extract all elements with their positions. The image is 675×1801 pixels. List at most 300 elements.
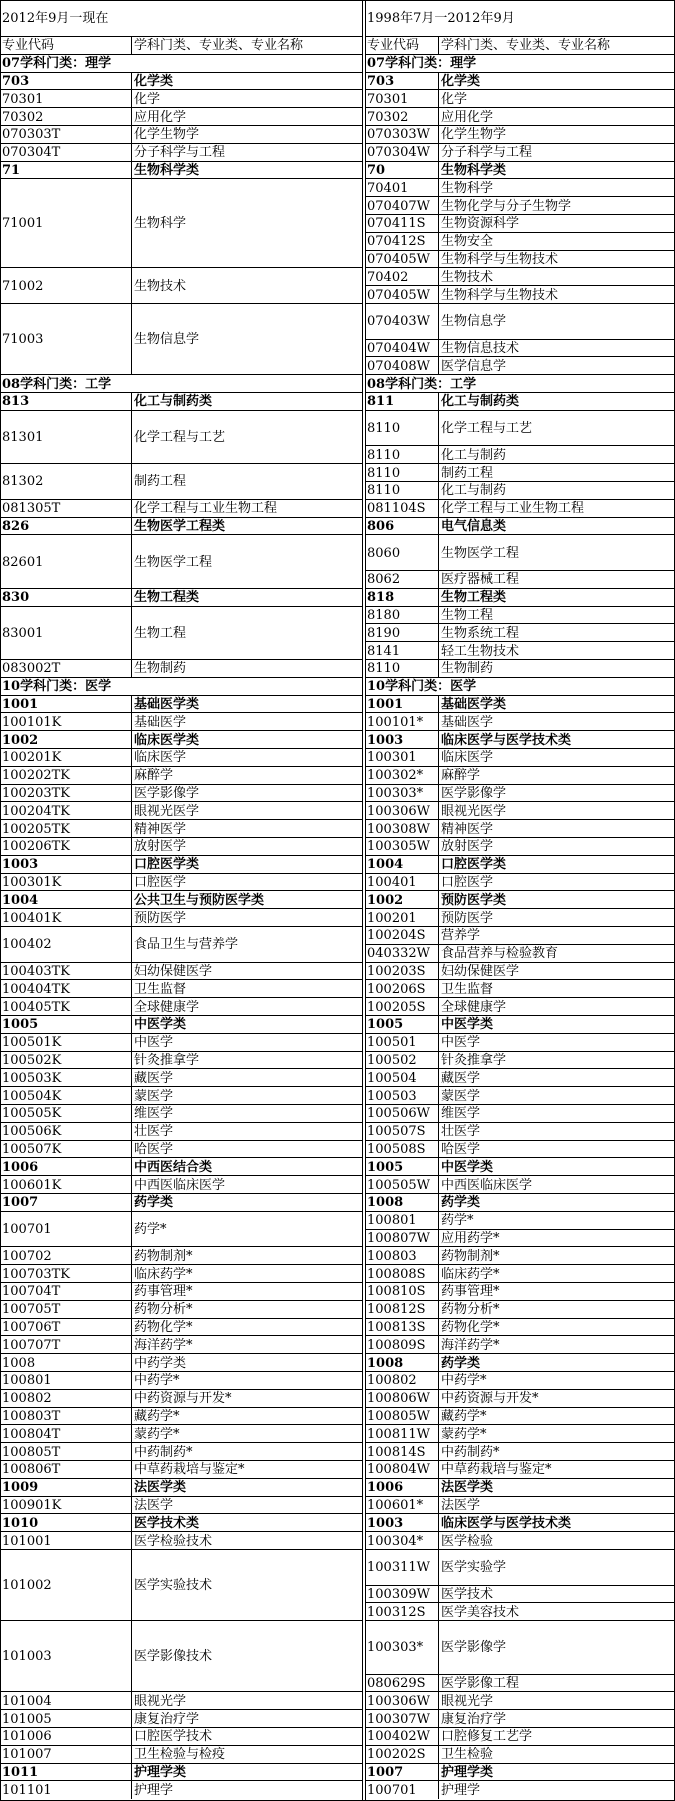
major-name: 医学实验学: [441, 1560, 507, 1576]
major-name: 医学信息学: [441, 358, 507, 374]
major-name: 中医学: [441, 1035, 481, 1051]
major-code: 100704T: [2, 1284, 61, 1300]
major-code: 100204S: [367, 928, 426, 944]
major-name: 中西医结合类: [134, 1159, 213, 1175]
major-name: 生物制药: [441, 661, 494, 677]
major-code: 81302: [2, 474, 44, 490]
right-table-row: [365, 1780, 675, 1798]
major-name: 临床药学*: [441, 1266, 500, 1282]
major-code: 100502K: [2, 1052, 62, 1068]
major-code: 070407W: [367, 198, 430, 214]
major-code: 100804T: [2, 1426, 61, 1442]
left-table-row: [0, 534, 362, 587]
major-name: 护理学: [441, 1782, 481, 1798]
left-table-row: [0, 1620, 362, 1691]
left-table-row: [0, 1389, 362, 1407]
major-name: 药物化学*: [134, 1319, 193, 1335]
major-name: 化工与制药类: [134, 394, 213, 410]
left-table-row: [0, 979, 362, 997]
major-code: 100303*: [367, 785, 424, 801]
left-table-row: [0, 1496, 362, 1514]
major-code: 100810S: [367, 1284, 426, 1300]
right-table-row: [365, 606, 675, 624]
major-code: 100701: [367, 1782, 417, 1798]
major-name: 预防医学类: [441, 892, 507, 908]
right-table-row: [365, 499, 675, 517]
right-table-row: [365, 1104, 675, 1122]
left-table-row: [0, 125, 362, 143]
left-table-row: [0, 1246, 362, 1264]
left-table-row: [0, 1335, 362, 1353]
major-code: 818: [367, 590, 395, 606]
right-table-row: [365, 695, 675, 713]
major-name: 放射医学: [441, 839, 494, 855]
major-code: 100506K: [2, 1124, 62, 1140]
major-code: 70302: [2, 109, 44, 125]
major-name: 药物化学*: [441, 1319, 500, 1335]
major-code: 101001: [2, 1533, 52, 1549]
major-code: 100504K: [2, 1088, 62, 1104]
left-table-row: [0, 712, 362, 730]
major-code: 101002: [2, 1578, 52, 1594]
right-table-row: [365, 1585, 675, 1603]
table-border-line: [362, 0, 363, 1801]
major-code: 100702: [2, 1248, 52, 1264]
major-code: 100502: [367, 1052, 417, 1068]
left-table-row: [0, 1300, 362, 1318]
major-code: 100306W: [367, 1693, 430, 1709]
right-table-row: [365, 730, 675, 748]
major-code: 100802: [2, 1391, 52, 1407]
major-code: 100801: [367, 1213, 417, 1229]
major-name: 壮医学: [134, 1124, 174, 1140]
left-table-row: [0, 178, 362, 267]
major-code: 1001: [367, 696, 404, 712]
major-code: 8060: [367, 545, 401, 561]
right-table-row: [365, 748, 675, 766]
major-code: 100202S: [367, 1747, 426, 1763]
major-name: 口腔医学技术: [134, 1729, 213, 1745]
major-name: 分子科学与工程: [441, 145, 533, 161]
major-code: 100309W: [367, 1586, 430, 1602]
major-code: 专业代码: [367, 38, 420, 54]
major-name: 眼视光学: [441, 1693, 494, 1709]
major-name: 学科门类、专业类、专业名称: [134, 38, 304, 54]
major-code: 100813S: [367, 1319, 426, 1335]
major-name: 生物信息学: [441, 314, 507, 330]
major-code: 081104S: [367, 501, 426, 517]
right-table-row: [365, 267, 675, 285]
major-name: 生物制药: [134, 661, 187, 677]
major-name: 麻醉学: [134, 768, 174, 784]
major-code: 070408W: [367, 358, 430, 374]
major-name: 生物科学: [134, 216, 187, 232]
major-code: 1002: [2, 732, 39, 748]
right-table-row: [365, 1353, 675, 1371]
right-table-row: [365, 1709, 675, 1727]
right-table-row: [365, 926, 675, 944]
major-name: 制药工程: [441, 465, 494, 481]
major-name: 生物化学与分子生物学: [441, 198, 572, 214]
table-border-line: [0, 0, 1, 1801]
major-name: 眼视光学: [134, 1693, 187, 1709]
left-table-row: [0, 1104, 362, 1122]
major-code: 813: [2, 394, 30, 410]
left-column-header: [0, 36, 362, 54]
major-name: 生物信息技术: [441, 340, 520, 356]
major-code: 70302: [367, 109, 409, 125]
major-name: 口腔医学: [441, 874, 494, 890]
major-name: 药物制剂*: [134, 1248, 193, 1264]
right-table-row: [365, 72, 675, 90]
major-code: 8110: [367, 483, 401, 499]
right-table-row: [365, 659, 675, 677]
major-name: 化学类: [134, 73, 174, 89]
major-code: 100506W: [367, 1106, 430, 1122]
major-code: 100901K: [2, 1497, 62, 1513]
right-table-row: [365, 801, 675, 819]
major-name: 护理学类: [441, 1764, 494, 1780]
major-name: 中药资源与开发*: [134, 1391, 232, 1407]
major-code: 101101: [2, 1782, 52, 1798]
major-code: 100404TK: [2, 981, 71, 997]
major-name: 生物科学与生物技术: [441, 287, 559, 303]
right-table-row: [365, 89, 675, 107]
major-name: 医学影像学: [441, 1640, 507, 1656]
major-name: 化学生物学: [441, 127, 507, 143]
major-code: 070412S: [367, 234, 426, 250]
major-name: 临床药学*: [134, 1266, 193, 1282]
right-table-row: [365, 623, 675, 641]
major-code: 70301: [367, 91, 409, 107]
major-name: 生物科学与生物技术: [441, 251, 559, 267]
major-code: 1005: [367, 1017, 404, 1033]
left-table-row: [0, 1122, 362, 1140]
major-name: 法医学类: [134, 1480, 187, 1496]
major-name: 电气信息类: [441, 518, 507, 534]
major-code: 100801: [2, 1373, 52, 1389]
major-code: 100503K: [2, 1070, 62, 1086]
major-name: 公共卫生与预防医学类: [134, 892, 265, 908]
left-table-row: [0, 1264, 362, 1282]
major-code: 100808S: [367, 1266, 426, 1282]
major-code: 100101*: [367, 714, 424, 730]
right-table-row: [365, 1371, 675, 1389]
left-table-row: [0, 873, 362, 891]
major-name: 妇幼保健医学: [441, 963, 520, 979]
major-name: 营养学: [441, 928, 481, 944]
major-name: 眼视光医学: [134, 803, 200, 819]
major-name: 基础医学类: [134, 696, 200, 712]
major-name: 生物医学工程类: [134, 518, 226, 534]
right-table-row: [365, 588, 675, 606]
major-code: 070303W: [367, 127, 430, 143]
right-table-row: [365, 1620, 675, 1673]
right-table-row: [365, 712, 675, 730]
left-table-row: [0, 890, 362, 908]
right-table-row: [365, 1549, 675, 1585]
right-table-row: [365, 1318, 675, 1336]
right-table-row: [365, 1033, 675, 1051]
major-code: 8062: [367, 572, 401, 588]
table-header: [0, 0, 675, 36]
major-code: 1005: [2, 1017, 39, 1033]
major-code: 100507S: [367, 1124, 426, 1140]
major-name: 医疗器械工程: [441, 572, 520, 588]
major-code: 1004: [367, 857, 404, 873]
major-name: 临床医学: [441, 750, 494, 766]
major-code: 100311W: [367, 1560, 430, 1576]
major-name: 中医学类: [441, 1159, 494, 1175]
major-name: 中西医临床医学: [441, 1177, 533, 1193]
major-code: 080629S: [367, 1675, 426, 1691]
major-name: 康复治疗学: [441, 1711, 507, 1727]
major-code: 100701: [2, 1222, 52, 1238]
left-table-row: [0, 1442, 362, 1460]
left-table-row: [0, 837, 362, 855]
right-table-row: [365, 1246, 675, 1264]
right-table-row: [365, 1389, 675, 1407]
major-name: 法医学类: [441, 1480, 494, 1496]
major-name: 中药制药*: [441, 1444, 500, 1460]
major-name: 学科门类、专业类、专业名称: [441, 38, 611, 54]
major-code: 040332W: [367, 946, 430, 962]
discipline-label: 08学科门类：工学: [2, 376, 112, 392]
major-name: 化学生物学: [134, 127, 200, 143]
major-name: 生物工程: [441, 607, 494, 623]
left-table-row: [0, 1211, 362, 1247]
right-table-row: [365, 1068, 675, 1086]
right-table-row: [365, 1211, 675, 1229]
discipline-label: 10学科门类：医学: [367, 679, 477, 695]
major-name: 卫生监督: [134, 981, 187, 997]
major-name: 临床医学与医学技术类: [441, 732, 572, 748]
major-name: 应用药学*: [441, 1230, 500, 1246]
major-code: 083002T: [2, 661, 61, 677]
major-code: 070404W: [367, 340, 430, 356]
left-table-row: [0, 1549, 362, 1620]
major-name: 中药制药*: [134, 1444, 193, 1460]
major-code: 专业代码: [2, 38, 55, 54]
major-code: 100203TK: [2, 785, 71, 801]
major-name: 全球健康学: [441, 999, 507, 1015]
major-code: 1009: [2, 1480, 39, 1496]
major-code: 100201K: [2, 750, 62, 766]
major-code: 1003: [367, 732, 404, 748]
major-code: 71: [2, 162, 21, 178]
major-code: 100505K: [2, 1106, 62, 1122]
major-code: 070303T: [2, 127, 61, 143]
major-code: 100703TK: [2, 1266, 71, 1282]
major-code: 100806T: [2, 1462, 61, 1478]
major-code: 100809S: [367, 1337, 426, 1353]
left-table-row: [0, 1691, 362, 1709]
major-name: 药事管理*: [134, 1284, 193, 1300]
major-name: 生物科学类: [441, 162, 507, 178]
major-name: 医学实验技术: [134, 1578, 213, 1594]
right-table-row: [365, 1015, 675, 1033]
major-code: 100706T: [2, 1319, 61, 1335]
right-table-row: [365, 1496, 675, 1514]
major-name: 全球健康学: [134, 999, 200, 1015]
major-code: 100802: [367, 1373, 417, 1389]
major-name: 眼视光医学: [441, 803, 507, 819]
right-discipline-row: [365, 374, 675, 392]
major-name: 蒙医学: [134, 1088, 174, 1104]
left-table-row: [0, 143, 362, 161]
major-code: 811: [367, 394, 395, 410]
major-code: 1006: [367, 1480, 404, 1496]
right-table-row: [365, 232, 675, 250]
major-name: 药学*: [441, 1213, 474, 1229]
major-name: 食品营养与检验教育: [441, 946, 559, 962]
right-table-row: [365, 890, 675, 908]
major-code: 100803T: [2, 1408, 61, 1424]
major-name: 化学工程与工业生物工程: [441, 501, 585, 517]
major-code: 100312S: [367, 1604, 426, 1620]
major-code: 83001: [2, 625, 44, 641]
major-code: 100205S: [367, 999, 426, 1015]
right-table-row: [365, 1300, 675, 1318]
major-name: 护理学类: [134, 1764, 187, 1780]
major-code: 100206S: [367, 981, 426, 997]
left-discipline-row: [0, 54, 362, 72]
left-table-row: [0, 1513, 362, 1531]
major-code: 8180: [367, 607, 401, 623]
major-name: 医学技术: [441, 1586, 494, 1602]
major-code: 070304T: [2, 145, 61, 161]
left-table-row: [0, 1709, 362, 1727]
left-table-row: [0, 161, 362, 179]
major-code: 100205TK: [2, 821, 71, 837]
right-table-row: [365, 481, 675, 499]
left-table-row: [0, 801, 362, 819]
major-name: 生物技术: [441, 269, 494, 285]
major-code: 830: [2, 590, 30, 606]
major-code: 100501: [367, 1035, 417, 1051]
major-name: 临床医学类: [134, 732, 200, 748]
major-name: 维医学: [134, 1106, 174, 1122]
major-name: 口腔医学类: [441, 857, 507, 873]
right-table-row: [365, 979, 675, 997]
major-name: 中医学类: [134, 1017, 187, 1033]
major-code: 1003: [367, 1515, 404, 1531]
major-code: 1006: [2, 1159, 39, 1175]
major-code: 100305W: [367, 839, 430, 855]
left-table-row: [0, 1318, 362, 1336]
right-table-row: [365, 1602, 675, 1620]
major-code: 1010: [2, 1515, 39, 1531]
right-table-row: [365, 1140, 675, 1158]
right-table-row: [365, 997, 675, 1015]
major-code: 100402: [2, 937, 52, 953]
left-table-row: [0, 748, 362, 766]
right-table-row: [365, 410, 675, 446]
major-name: 药物分析*: [441, 1302, 500, 1318]
right-table-row: [365, 1442, 675, 1460]
major-name: 口腔医学类: [134, 857, 200, 873]
major-code: 8110: [367, 421, 401, 437]
left-table-row: [0, 766, 362, 784]
right-table-row: [365, 1122, 675, 1140]
left-table-row: [0, 72, 362, 90]
major-code: 100306W: [367, 803, 430, 819]
major-code: 100505W: [367, 1177, 430, 1193]
left-table-row: [0, 730, 362, 748]
major-code: 100301: [367, 750, 417, 766]
major-code: 100805T: [2, 1444, 61, 1460]
major-code: 1004: [2, 892, 39, 908]
major-name: 精神医学: [441, 821, 494, 837]
left-table-row: [0, 855, 362, 873]
right-table-row: [365, 819, 675, 837]
major-code: 070411S: [367, 216, 426, 232]
major-name: 生物医学工程: [441, 545, 520, 561]
right-table-row: [365, 463, 675, 481]
right-table-row: [365, 855, 675, 873]
left-table-row: [0, 997, 362, 1015]
left-table-row: [0, 1478, 362, 1496]
major-code: 100204TK: [2, 803, 71, 819]
right-table-row: [365, 107, 675, 125]
right-table-row: [365, 1691, 675, 1709]
major-name: 生物科学类: [134, 162, 200, 178]
major-code: 71003: [2, 332, 44, 348]
right-table-row: [365, 1175, 675, 1193]
left-table-row: [0, 1193, 362, 1211]
right-table-row: [365, 873, 675, 891]
major-name: 中草药栽培与鉴定*: [134, 1462, 245, 1478]
major-code: 100503: [367, 1088, 417, 1104]
major-code: 100202TK: [2, 768, 71, 784]
major-code: 100304*: [367, 1533, 424, 1549]
major-name: 哈医学: [134, 1141, 174, 1157]
right-table-row: [365, 766, 675, 784]
major-code: 1005: [367, 1159, 404, 1175]
major-name: 精神医学: [134, 821, 187, 837]
major-code: 070304W: [367, 145, 430, 161]
right-table-row: [365, 125, 675, 143]
right-table-row: [365, 1745, 675, 1763]
left-table-row: [0, 517, 362, 535]
major-code: 100307W: [367, 1711, 430, 1727]
major-name: 生物工程类: [441, 590, 507, 606]
right-table-row: [365, 339, 675, 357]
left-table-row: [0, 784, 362, 802]
major-name: 医学影像学: [441, 785, 507, 801]
left-table-row: [0, 392, 362, 410]
major-name: 医学技术类: [134, 1515, 200, 1531]
left-table-row: [0, 1763, 362, 1781]
major-name: 麻醉学: [441, 768, 481, 784]
major-code: 8110: [367, 447, 401, 463]
major-code: 100508S: [367, 1141, 426, 1157]
major-code: 1008: [367, 1195, 404, 1211]
major-name: 药学*: [134, 1222, 167, 1238]
major-name: 海洋药学*: [441, 1337, 500, 1353]
major-code: 100401K: [2, 910, 62, 926]
major-name: 针灸推拿学: [134, 1052, 200, 1068]
right-table-row: [365, 143, 675, 161]
major-name: 卫生检验与检疫: [134, 1747, 226, 1763]
right-table-row: [365, 641, 675, 659]
major-code: 100805W: [367, 1408, 430, 1424]
major-name: 食品卫生与营养学: [134, 937, 239, 953]
left-period-heading: 2012年9月一现在: [2, 10, 109, 26]
major-code: 101003: [2, 1649, 52, 1665]
major-code: 100705T: [2, 1302, 61, 1318]
major-name: 针灸推拿学: [441, 1052, 507, 1068]
